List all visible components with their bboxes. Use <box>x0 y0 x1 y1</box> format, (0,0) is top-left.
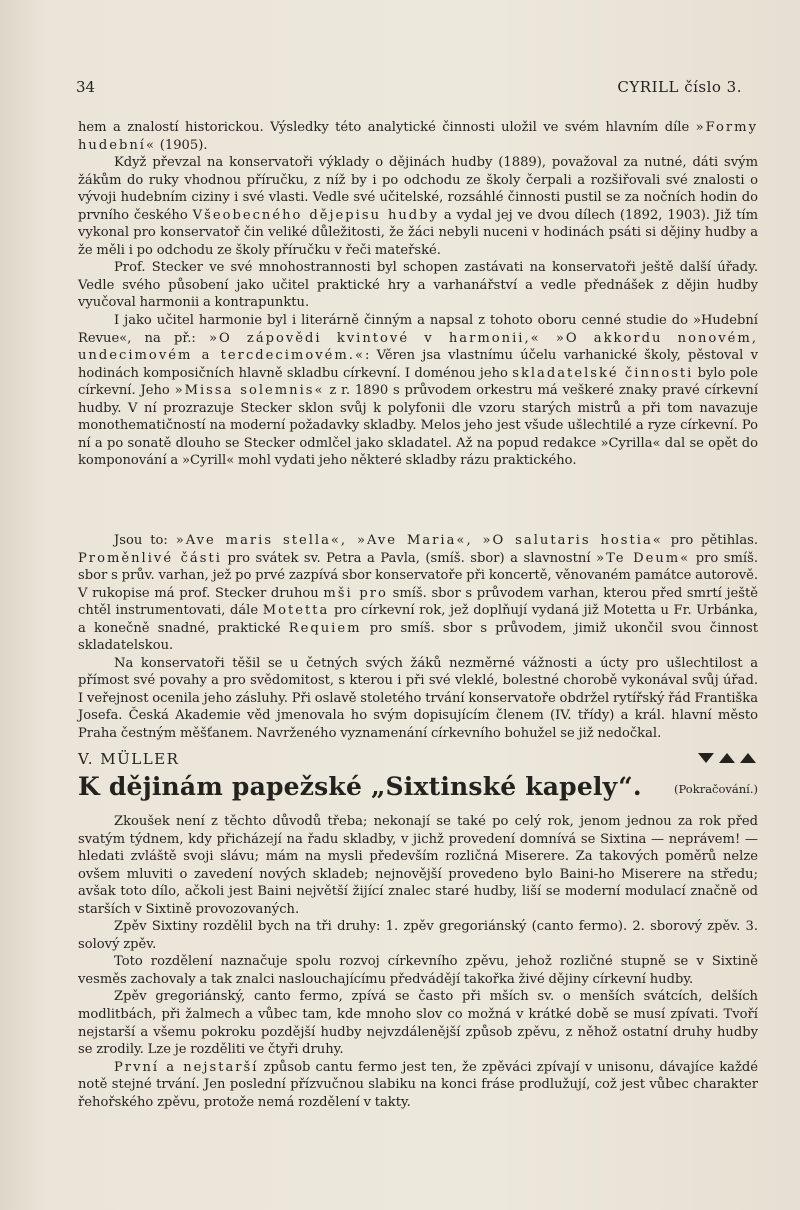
paragraph: Zkoušek není z těchto důvodů třeba; nekonají se také po celý rok, jenom jednou za rok před svatým týdnem, kdy přicházejí na řadu skladby, v jichž provedení domnívá se Sixtina — neprávem! — hledati zvláště svoji slávu; mám na mysli především rozličná Miserere. Za takových poměrů nelze ovšem mluviti o zavedení nových skladeb; nejnovější provedeno bylo Baini-ho Miserere na středu; avšak toto dílo, ačkoli jest Baini největší žijící znalec staré hudby, liší se moderní modulací značně od starších v Sixtině provozovaných. <box>78 814 758 917</box>
continuation-note: (Pokračování.) <box>674 782 758 796</box>
emphasized-title: »Ave maris stella«, »Ave Maria«, »O salutaris hostia« <box>175 533 663 548</box>
paragraph: Když převzal na konservatoři výklady o dějinách hudby (1889), považoval za nutné, dáti svým žákům do ruky vhodnou příručku, z níž by i po odchodu ze školy čerpali a rozšiřovali své znalosti o vývoji hudebním ciziny i své vlasti. Vedle své učitelské, rozsáhlé činnosti pustil se za nočních hodin do prvního českého Všeobecného dějepisu hudby a vydal jej ve dvou dílech (1892, 1903). Již tím vykonal pro konservatoř čin veliké důležitosti, že žáci nebyli nuceni v hodinách psáti si dějiny hudby a že měli i po odchodu ze školy příručku v řeči mateřské. <box>78 155 759 258</box>
paragraph: Zpěv Sixtiny rozdělil bych na tři druhy: 1. zpěv gregoriánský (canto fermo). 2. sborový zpěv. 3. solový zpěv. <box>78 919 758 952</box>
paragraph: Zpěv gregoriánský, canto fermo, zpívá se často při mších sv. o menších svátcích, delších modlitbách, při žalmech a vůbec tam, kde mnoho slov co možná v krátké době se musí zpívati. Tvoří nejstarší a všemu pokroku pozdější hudby nejvzdálenější způsob zpěvu, z něhož ostatní druhy hudby se zrodily. Lze je rozděliti ve čtyři druhy. <box>78 989 758 1058</box>
emphasized-title: Proměnlivé části <box>78 550 222 566</box>
paragraph: Toto rozdělení naznačuje spolu rozvoj církevního zpěvu, jehož rozličné stupně se v Sixtině vesměs zachovaly a tak znalci naslouchajícímu předvádějí takořka živé dějiny církevní hudby. <box>78 954 758 987</box>
article-text <box>78 813 758 1111</box>
three-triangles-ornament-icon <box>698 752 756 764</box>
emphasized-title: Všeobecného dějepisu hudby <box>192 207 439 223</box>
paragraph: Prof. Stecker ve své mnohostrannosti byl schopen zastávati na konservatoři ještě další úřady. Vedle svého působení jako učitel praktické hry a varhanářství a vedle přednášek z dějin hudby vyučoval harmonii a kontrapunktu. <box>78 260 758 311</box>
emphasized-title: Motetta <box>262 603 330 619</box>
emphasized-title: »O zápovědi kvintové v harmonii,« »O akkordu nonovém, undecimovém a tercdecimovém.« <box>78 330 758 364</box>
emphasized-phrase: mši pro <box>323 585 388 601</box>
paragraph: Na konservatoři těšil se u četných svých žáků nezměrné vážnosti a úcty pro ušlechtilost a přímost své povahy a pro svědomitost, s kterou i při své vleklé, bolestné chorobě vykonával svůj úřad. I veřejnost ocenila jeho zásluhy. Při oslavě stoletého trvání konservatoře obdržel rytířský řád Františka Josefa. Česká Akademie věd jmenovala ho svým dopisujícím členem (IV. třídy) a král. hlavní město Praha čestným měšťanem. Navrženého vyznamenání církevního bohužel se již nedočkal. <box>78 655 758 742</box>
article-byline <box>78 750 758 774</box>
emphasized-title: »Formy hudební« <box>78 120 758 153</box>
emphasized-phrase: skladatelské činnosti <box>512 365 694 381</box>
article-title: K dějinám papežské „Sixtinské kapely“. <box>78 772 642 801</box>
journal-issue-label: CYRILL číslo 3. <box>617 78 742 96</box>
obituary-text-middle <box>78 532 758 743</box>
page-number: 34 <box>76 78 96 96</box>
paragraph: hem a znalostí historickou. Výsledky této analytické činnosti uložil ve svém hlavním díle »Formy hudební« (1905). <box>78 120 758 153</box>
article-heading <box>78 772 758 806</box>
emphasized-title: »Missa solemnis« <box>174 383 325 399</box>
emphasized-title: Requiem <box>288 620 362 636</box>
obituary-text-top <box>78 119 758 470</box>
paragraph: Jsou to: »Ave maris stella«, »Ave Maria«, »O salutaris hostia« pro pětihlas. Proměnlivé části pro svátek sv. Petra a Pavla, (smíš. sbor) a slavnostní »Te Deum« pro smíš. sbor s prův. varhan, jež po prvé zazpívá sbor konservatoře při koncertě, věnovaném památce autorově. V rukopise má prof. Stecker druhou mši pro smíš. sbor s průvodem varhan, kterou před smrtí ještě chtěl instrumentovati, dále Motetta pro církevní rok, jež doplňují vydaná již Motetta u Fr. Urbánka, a konečně snadné, praktické Requiem pro smíš. sbor s průvodem, jimiž ukončil svou činnost skladatelskou. <box>78 533 759 654</box>
article-author: V. MÜLLER <box>78 750 180 768</box>
paragraph: I jako učitel harmonie byl i literárně činným a napsal z tohoto oboru cenné studie do »Hudební Revue«, na př.: »O zápovědi kvintové v harmonii,« »O akkordu nonovém, undecimovém a tercdecimovém.«: Věren jsa vlastnímu účelu varhanické školy, pěstoval v hodinách komposičních hlavně skladbu církevní. I doménou jeho skladatelské činnosti bylo pole církevní. Jeho »Missa solemnis« z r. 1890 s průvodem orkestru má veškeré znaky pravé církevní hudby. V ní prozrazuje Stecker sklon svůj k polyfonii dle vzoru starých mistrů a při tom navazuje monothematičností na moderní požadavky skladby. Melos jeho jest všude ušlechtilé a ryze církevní. Po ní a po sonatě dlouho se Stecker odmlčel jako skladatel. Až na popud redakce »Cyrilla« dal se opět do komponování a »Cyrill« mohl vydati jeho některé skladby rázu praktického. <box>78 313 759 469</box>
page-header <box>76 78 742 100</box>
emphasized-title: »Te Deum« <box>596 550 691 566</box>
paragraph: První a nejstarší způsob cantu fermo jest ten, že zpěváci zpívají v unisonu, dávajíce každé notě stejné trvání. Jen poslední přízvučnou slabiku na konci fráse prodlužují, což jest vůbec charakter řehořského zpěvu, protože nemá rozdělení v takty. <box>78 1059 758 1110</box>
emphasized-phrase: První a nejstarší <box>114 1059 259 1075</box>
